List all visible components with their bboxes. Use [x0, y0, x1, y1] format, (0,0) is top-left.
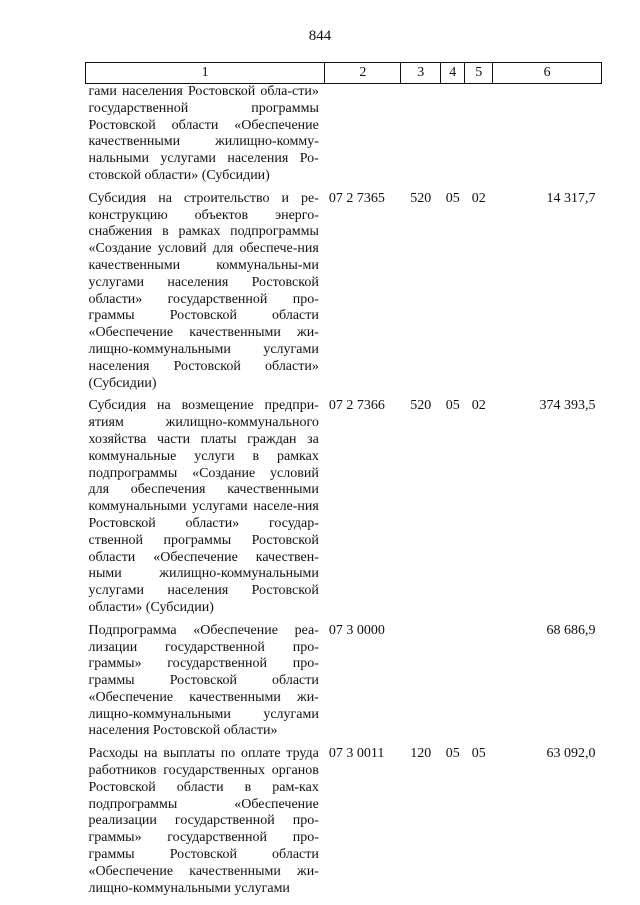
row-expense-type: [401, 84, 441, 191]
row-expense-type: 520: [410, 398, 432, 414]
row-code: [325, 84, 401, 191]
row-description: Субсидия на возмещение предпри-ятиям жилищно-коммунального хозяйства части платы граждан за коммунальные услуги в рамках подпрограммы «Создание условий для обеспечения качественными коммунальными услугами населе-ния Ростовской области» государ-ственной программы Ростовской области «Обеспечение качествен-ными жилищно-коммунальными услугами населения Ростовской области» (Субсидии): [88, 398, 319, 615]
table-row: [86, 191, 602, 399]
row-subsection: 05: [471, 746, 486, 762]
row-subsection: 02: [471, 398, 486, 414]
row-subsection: [465, 84, 493, 191]
row-description: Подпрограмма «Обеспечение реа-лизации государственной про-граммы» государственной про-граммы Ростовской области «Обеспечение качественными жи-лищно-коммунальными услугами населения Ростовской области»: [88, 622, 319, 739]
row-code: 07 3 0011: [328, 746, 385, 762]
row-section: [441, 84, 465, 191]
table-header: [86, 63, 602, 84]
row-amount: [493, 84, 602, 191]
page-number: 844: [308, 28, 332, 44]
header-col-2: 2: [325, 63, 401, 84]
row-subsection: 02: [471, 190, 486, 206]
header-col-5: 5: [465, 63, 493, 84]
table-row: [86, 623, 602, 747]
row-expense-type: [401, 623, 441, 747]
header-col-1: 1: [86, 63, 325, 84]
header-col-3: 3: [401, 63, 441, 84]
header-col-6: 6: [493, 63, 602, 84]
row-expense-type: 520: [410, 190, 432, 206]
row-section: [441, 623, 465, 747]
row-section: 05: [445, 190, 460, 206]
row-description: Расходы на выплаты по оплате труда работников государственных органов Ростовской области в рам-ках подпрограммы «Обеспечение реализации государственной про-граммы» государственной про-граммы Ростовской области «Обеспечение качественными жи-лищно-коммунальными услугами: [88, 746, 319, 896]
row-section: 05: [445, 398, 460, 414]
budget-table: [85, 62, 602, 903]
row-amount: 68 686,9: [546, 622, 596, 638]
row-expense-type: 120: [410, 746, 432, 762]
row-amount: 374 393,5: [539, 398, 596, 414]
row-code: 07 2 7365: [328, 190, 385, 206]
table-body: [86, 84, 602, 904]
row-code: 07 3 0000: [328, 622, 385, 638]
table-row: [86, 746, 602, 903]
row-subsection: [465, 623, 493, 747]
row-section: 05: [445, 746, 460, 762]
row-description: гами населения Ростовской обла-сти» государственной программы Ростовской области «Обеспечение качественными жилищно-комму-нальными услугами населения Ро-стовской области» (Субсидии): [88, 84, 319, 183]
row-amount: 63 092,0: [546, 746, 596, 762]
table-row: [86, 84, 602, 191]
header-col-4: 4: [441, 63, 465, 84]
row-code: 07 2 7366: [328, 398, 385, 414]
table-row: [86, 398, 602, 622]
row-amount: 14 317,7: [546, 190, 596, 206]
row-description: Субсидия на строительство и ре-конструкцию объектов энерго-снабжения в рамках подпрограммы «Создание условий для обеспече-ния качественными коммунальны-ми услугами населения Ростовской области» государственной про-граммы Ростовской области «Обеспечение качественными жи-лищно-коммунальными услугами населения Ростовской области» (Субсидии): [88, 190, 319, 391]
header-row: [86, 63, 602, 84]
